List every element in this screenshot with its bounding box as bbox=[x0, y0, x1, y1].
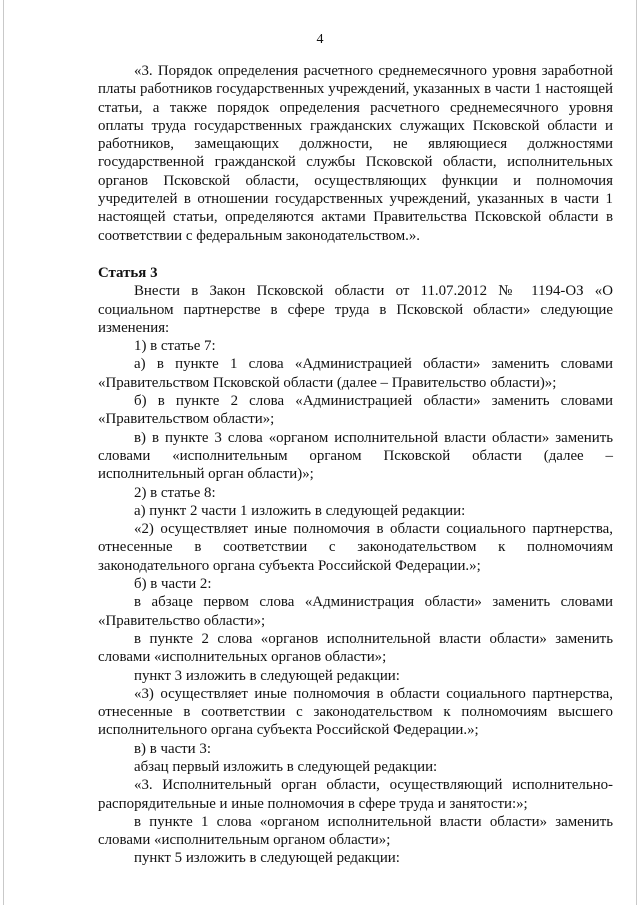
paragraph: «3. Исполнительный орган области, осуществляющий исполнительно-распорядительные и иные полномочия в сфере труда и занятости:»; bbox=[98, 777, 613, 812]
paragraph: а) пункт 2 части 1 изложить в следующей редакции: bbox=[134, 502, 466, 519]
paragraph: Внести в Закон Псковской области от 11.07.2012 № 1194-ОЗ «О социальном партнерстве в сфере труда в Псковской области» следующие изменения: bbox=[98, 283, 613, 336]
paragraph: а) в пункте 1 слова «Администрацией области» заменить словами «Правительством Псковской области (далее – Правительство области)»; bbox=[98, 356, 613, 391]
article-heading: Статья 3 bbox=[98, 264, 158, 281]
paragraph: 1) в статье 7: bbox=[134, 338, 216, 355]
paragraph: в) в пункте 3 слова «органом исполнительной власти области» заменить словами «исполнительным органом Псковской области (далее – исполнительный орган области)»; bbox=[98, 429, 613, 483]
paragraph: 2) в статье 8: bbox=[134, 484, 216, 501]
paragraph: б) в части 2: bbox=[134, 576, 212, 593]
scan-edge-right bbox=[636, 0, 637, 905]
paragraph: в абзаце первом слова «Администрация области» заменить словами «Правительство области»; bbox=[98, 594, 613, 629]
paragraph: пункт 5 изложить в следующей редакции: bbox=[134, 850, 400, 867]
paragraph: «2) осуществляет иные полномочия в области социального партнерства, отнесенные в соответствии с законодательством к полномочиям законодательного органа субъекта Российской Федерации.»; bbox=[98, 521, 613, 574]
paragraph-quote: «3. Порядок определения расчетного среднемесячного уровня заработной платы работников государственных учреждений, указанных в части 1 настоящей статьи, а также порядок определения расчетного среднемесячного уровня оплаты труда государственных гражданских служащих Псковской области и работников, замещающих должности, не являющиеся должностями государственной гражданской службы Псковской области, исполнительных органов Псковской области, осуществляющих функции и полномочия учредителей в отношении государственных учреждений, указанных в части 1 настоящей статьи, определяются актами Правительства Псковской области в соответствии с федеральным законодательством.». bbox=[98, 63, 613, 244]
page-number: 4 bbox=[316, 32, 324, 47]
paragraph: пункт 3 изложить в следующей редакции: bbox=[134, 667, 400, 684]
document-body bbox=[98, 62, 613, 868]
paragraph: в пункте 2 слова «органов исполнительной власти области» заменить словами «исполнительных органов области»; bbox=[98, 630, 613, 666]
paragraph: в пункте 1 слова «органом исполнительной власти области» заменить словами «исполнительным органом области»; bbox=[98, 813, 613, 849]
paragraph: «3) осуществляет иные полномочия в области социального партнерства, отнесенные в соответствии с законодательством к полномочиям высшего исполнительного органа субъекта Российской Федерации.»; bbox=[98, 685, 613, 739]
scan-edge-left bbox=[3, 0, 4, 905]
paragraph: абзац первый изложить в следующей редакции: bbox=[134, 758, 438, 775]
paragraph: б) в пункте 2 слова «Администрацией области» заменить словами «Правительством области»; bbox=[98, 393, 613, 428]
paragraph: в) в части 3: bbox=[134, 740, 211, 757]
